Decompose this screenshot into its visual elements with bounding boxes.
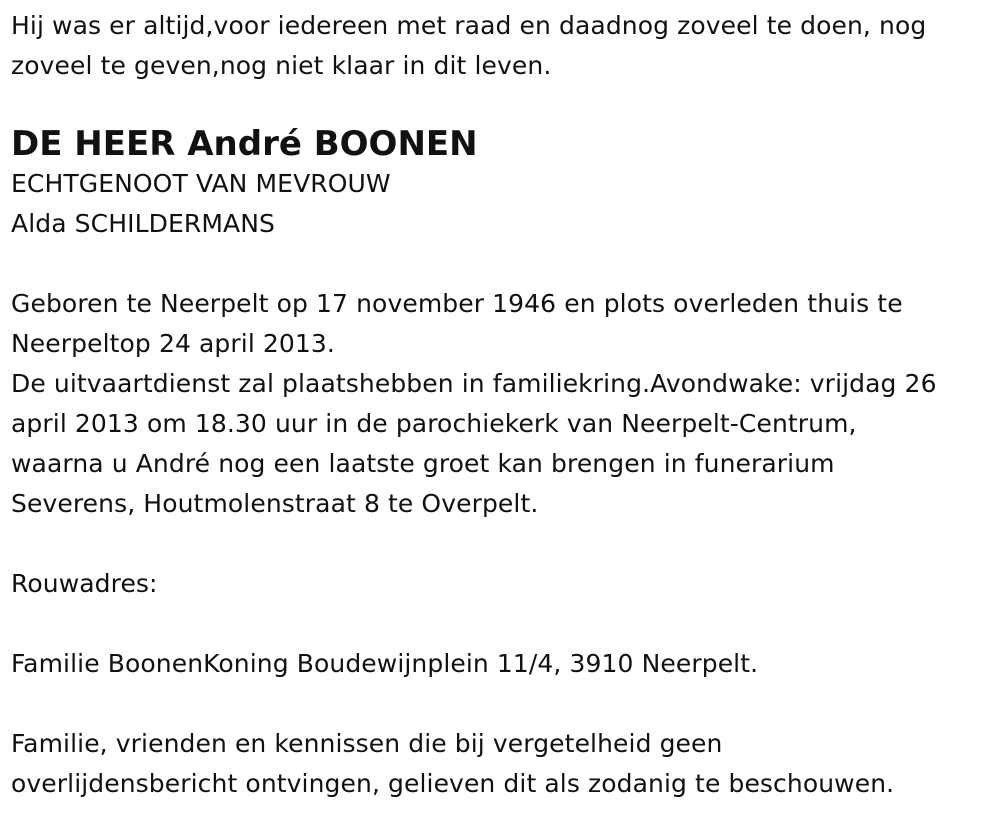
details-line-5: waarna u André nog een laatste groet kan brengen in funerarium <box>11 449 835 478</box>
obituary-notice <box>11 0 991 804</box>
details-line-1: Geboren te Neerpelt op 17 november 1946 en plots overleden thuis te <box>11 289 903 318</box>
details-line-3: De uitvaartdienst zal plaatshebben in familiekring.Avondwake: vrijdag 26 <box>11 369 937 398</box>
deceased-name: DE HEER André BOONEN <box>11 124 478 164</box>
details-line-4: april 2013 om 18.30 uur in de parochiekerk van Neerpelt-Centrum, <box>11 409 857 438</box>
intro-line-2: zoveel te geven,nog niet klaar in dit leven. <box>11 51 552 80</box>
details-line-2: Neerpeltop 24 april 2013. <box>11 329 335 358</box>
closing-line-1: Familie, vrienden en kennissen die bij vergetelheid geen <box>11 729 723 758</box>
spouse-name: Alda SCHILDERMANS <box>11 209 275 238</box>
address: Familie BoonenKoning Boudewijnplein 11/4, 3910 Neerpelt. <box>11 649 759 678</box>
closing-line-2: overlijdensbericht ontvingen, gelieven dit als zodanig te beschouwen. <box>11 769 895 798</box>
details-line-6: Severens, Houtmolenstraat 8 te Overpelt. <box>11 489 539 518</box>
intro-line-1: Hij was er altijd,voor iedereen met raad en daadnog zoveel te doen, nog <box>11 11 927 40</box>
address-label: Rouwadres: <box>11 569 158 598</box>
spouse-title: ECHTGENOOT VAN MEVROUW <box>11 169 391 198</box>
